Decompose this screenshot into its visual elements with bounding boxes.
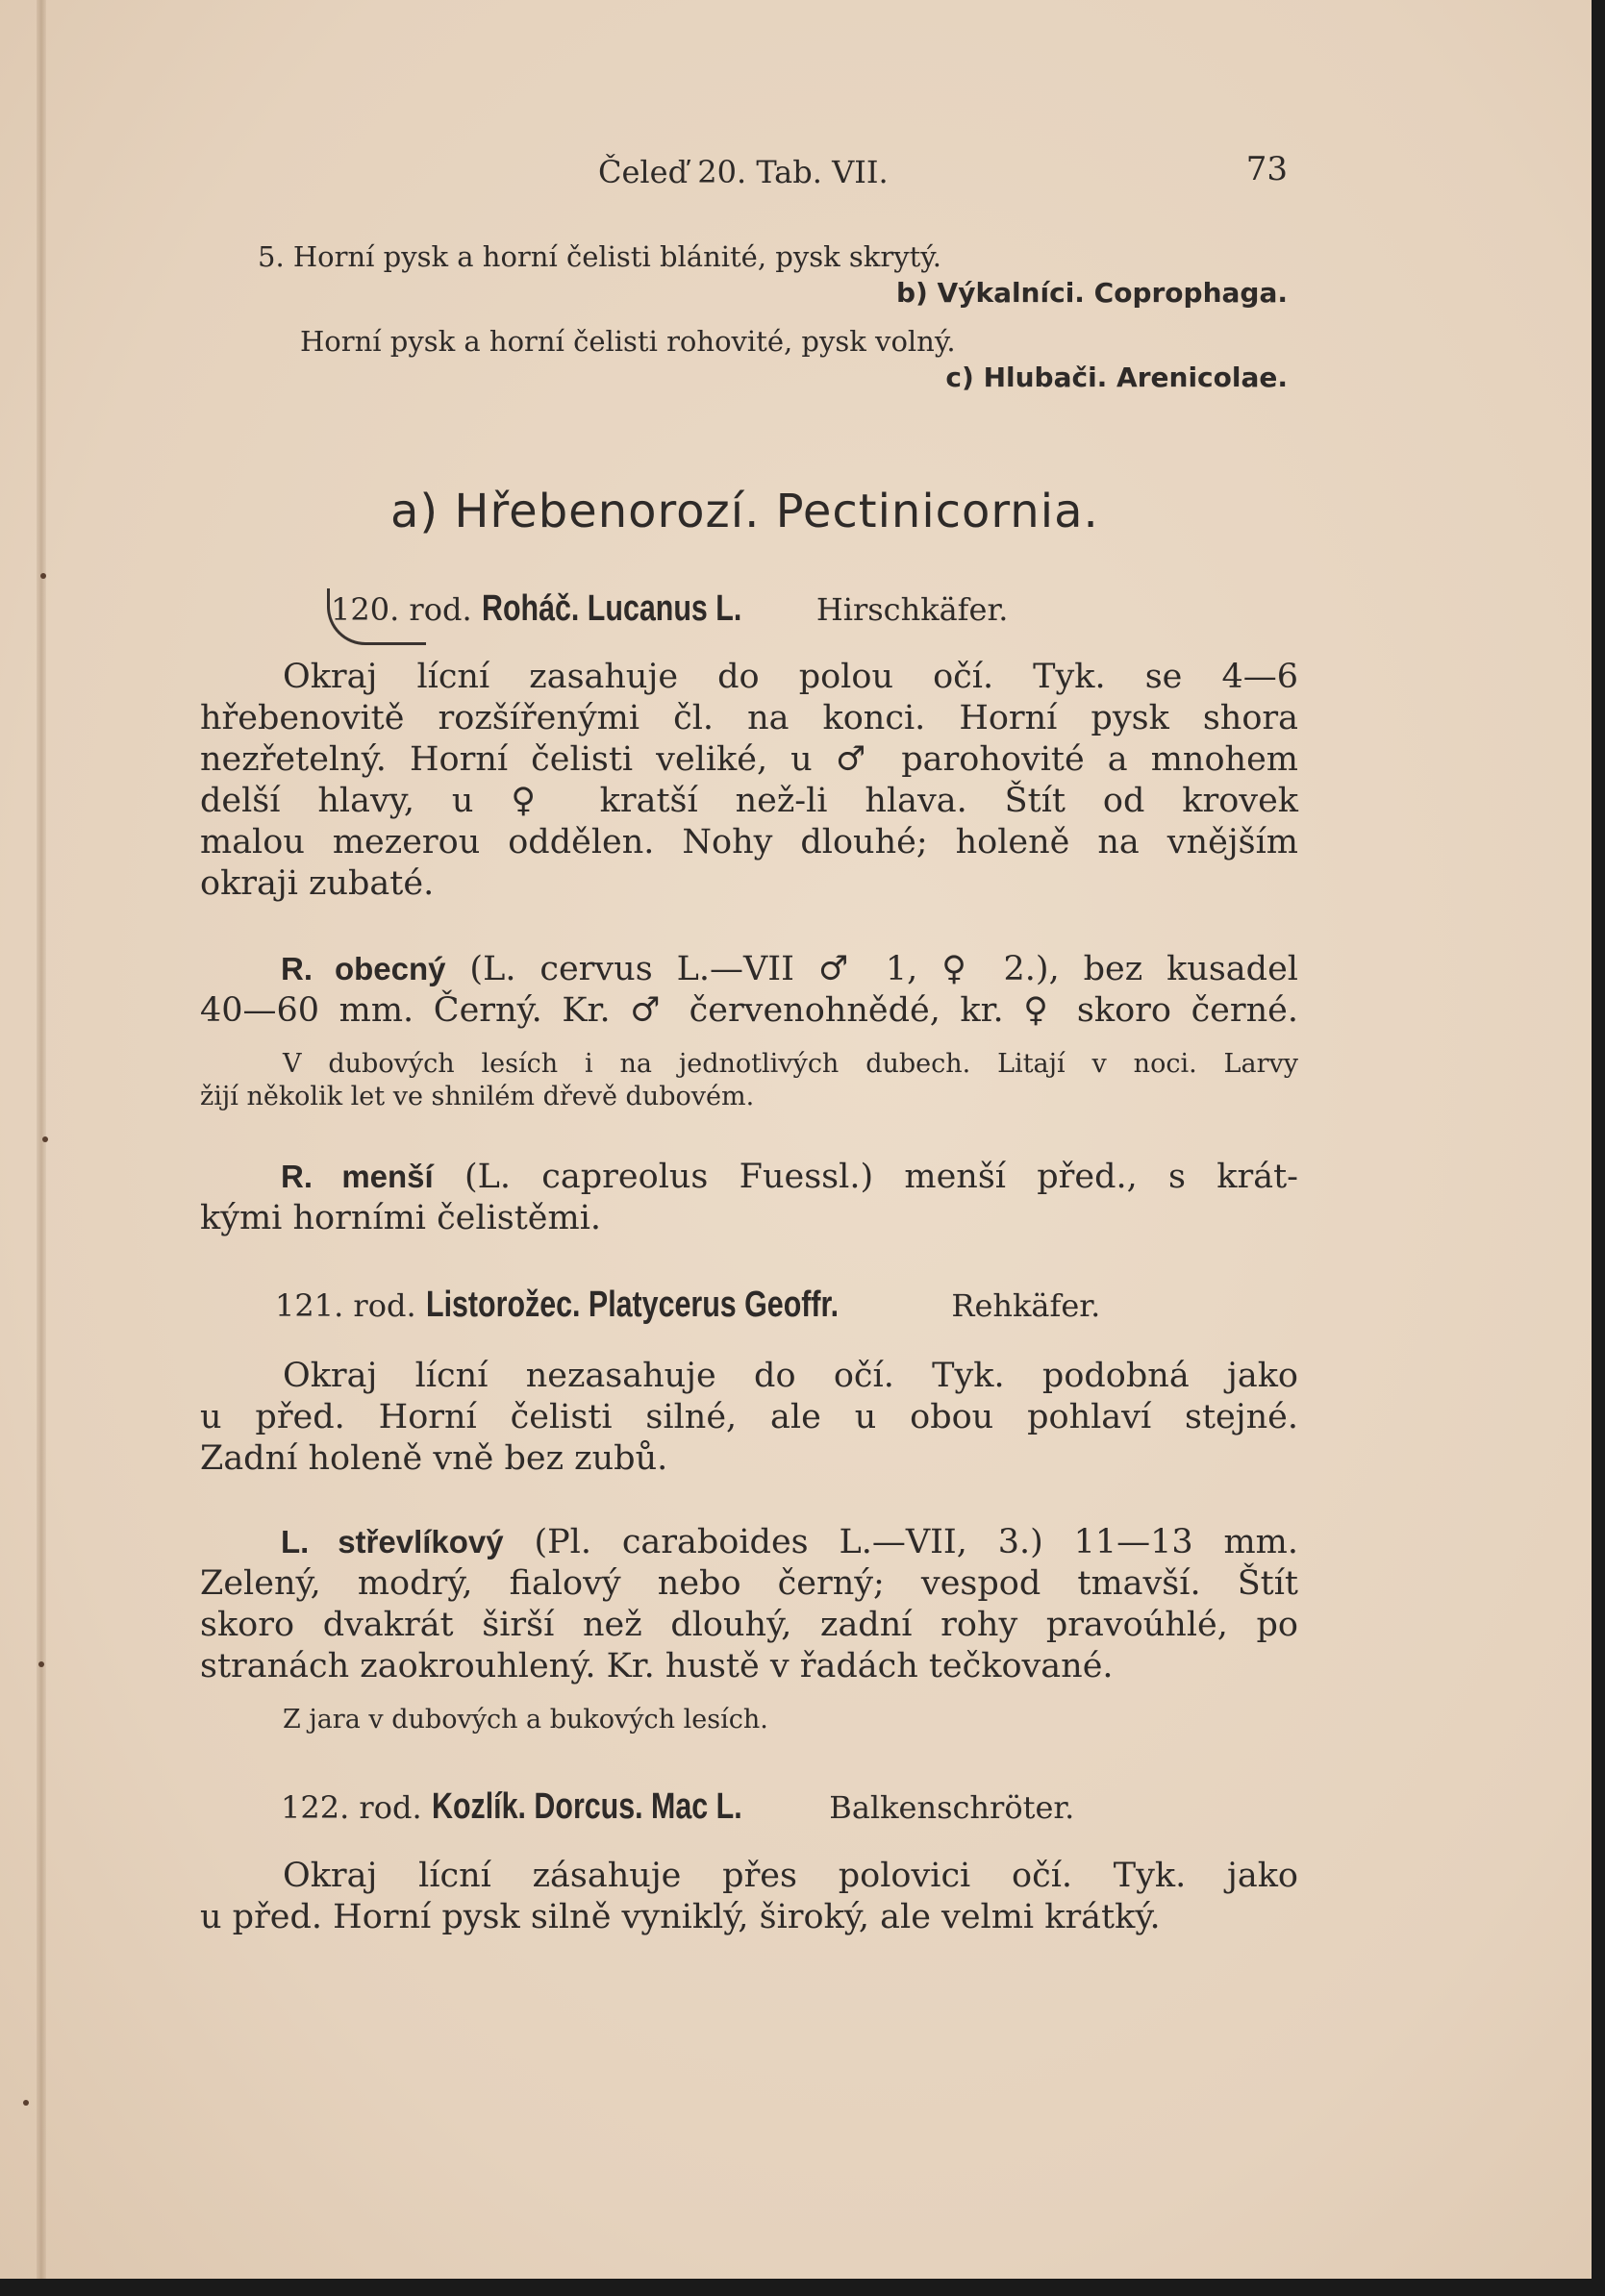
genus-heading-122 <box>281 1786 1074 1828</box>
species-name: R. menší <box>281 1159 434 1194</box>
genus-number: 120. <box>331 591 400 628</box>
genus-german-name: Rehkäfer. <box>951 1287 1101 1324</box>
text-line: u před. Horní pysk silně vyniklý, široký, ale velmi krátký. <box>200 1898 1161 1936</box>
key-line-5: 5. Horní pysk a horní čelisti blánité, pysk skrytý. <box>258 240 942 273</box>
text-line: Z jara v dubových a bukových lesích. <box>283 1705 768 1734</box>
genus-number: 121. <box>275 1287 344 1324</box>
species-r-obecny-note <box>200 1048 1298 1113</box>
ink-speck <box>40 573 46 579</box>
page-number: 73 <box>1245 150 1288 188</box>
genus-heading-120 <box>331 588 1008 630</box>
genus-rod: rod. <box>353 1287 416 1324</box>
genus-number: 122. <box>281 1789 350 1826</box>
text-line: Zadní holeně vně bez zubů. <box>200 1439 668 1478</box>
species-text: (L. capreolus Fuessl.) menší před., s krát- <box>464 1158 1298 1196</box>
species-name: R. obecný <box>281 951 446 986</box>
text-line: hřebenovitě rozšířenými čl. na konci. Horní pysk shora <box>200 699 1298 737</box>
genus-rod: rod. <box>409 591 472 628</box>
text-line: kými horními čelistěmi. <box>200 1199 602 1237</box>
species-r-obecny <box>200 948 1298 1032</box>
species-l-strevlikovy-note <box>200 1704 1298 1736</box>
text-line: V dubových lesích i na jednotlivých dubech. Litají v noci. Larvy <box>283 1049 1298 1079</box>
text-line: žijí několik let ve shnilém dřevě dubovém. <box>200 1082 755 1111</box>
key-line-alternative: Horní pysk a horní čelisti rohovité, pysk volný. <box>300 325 956 358</box>
text-line: Zelený, modrý, fialový nebo černý; vespod tmavší. Štít <box>200 1564 1298 1603</box>
text-line: skoro dvakrát širší než dlouhý, zadní rohy pravoúhlé, po <box>200 1606 1298 1644</box>
text-line: delší hlavy, u ♀ kratší než-li hlava. Štít od krovek <box>200 782 1298 820</box>
text-line: Okraj lícní nezasahuje do očí. Tyk. podobná jako <box>283 1357 1298 1395</box>
text-line: 40—60 mm. Černý. Kr. ♂ červenohnědé, kr. ♀ skoro černé. <box>200 991 1298 1030</box>
genus-name: Listorožec. Platycerus Geoffr. <box>425 1285 839 1325</box>
text-line: okraji zubaté. <box>200 864 435 903</box>
species-name: L. střevlíkový <box>281 1524 504 1560</box>
key-label-arenicolae: c) Hlubači. Arenicolae. <box>945 362 1288 393</box>
text-line: Okraj lícní zasahuje do polou očí. Tyk. se 4—6 <box>283 658 1298 696</box>
ink-speck <box>23 2100 29 2106</box>
species-l-strevlikovy <box>200 1521 1298 1687</box>
genus-122-description <box>200 1856 1298 1938</box>
species-r-mensi <box>200 1156 1298 1239</box>
species-text: (Pl. caraboides L.—VII, 3.) 11—13 mm. <box>534 1523 1298 1561</box>
genus-heading-121 <box>275 1285 1100 1326</box>
ink-speck <box>38 1661 44 1667</box>
key-label-coprophaga: b) Výkalníci. Coprophaga. <box>895 277 1288 309</box>
text-line <box>200 1156 1298 1198</box>
ink-speck <box>42 1136 48 1142</box>
running-head: Čeleď 20. Tab. VII. <box>598 154 889 190</box>
species-text: (L. cervus L.—VII ♂ 1, ♀ 2.), bez kusadel <box>469 950 1298 988</box>
genus-120-description <box>200 657 1298 905</box>
text-line: Okraj lícní zásahuje přes polovici očí. Tyk. jako <box>283 1857 1298 1895</box>
genus-rod: rod. <box>359 1789 422 1826</box>
text-line: u před. Horní čelisti silné, ale u obou pohlaví stejné. <box>200 1398 1298 1436</box>
genus-german-name: Balkenschröter. <box>829 1789 1075 1826</box>
genus-121-description <box>200 1356 1298 1480</box>
genus-name: Kozlík. Dorcus. Mac L. <box>431 1786 742 1827</box>
genus-german-name: Hirschkäfer. <box>815 591 1009 628</box>
text-line: malou mezerou oddělen. Nohy dlouhé; holeně na vnějším <box>200 823 1298 861</box>
text-line: nezřetelný. Horní čelisti veliké, u ♂ parohovité a mnohem <box>200 740 1298 779</box>
genus-name: Roháč. Lucanus L. <box>481 588 742 629</box>
section-title: a) Hřebenorozí. Pectinicornia. <box>390 485 1099 538</box>
text-line <box>200 1521 1298 1563</box>
text-line: stranách zaokrouhlený. Kr. hustě v řadách tečkované. <box>200 1647 1114 1685</box>
text-line <box>200 948 1298 990</box>
